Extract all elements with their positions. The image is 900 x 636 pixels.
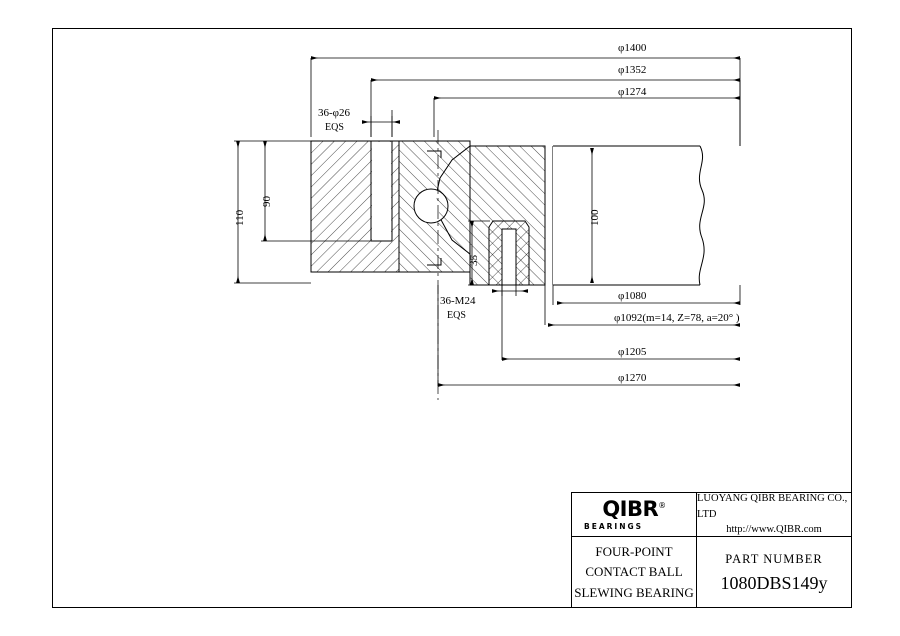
description-line-3: SLEWING BEARING	[574, 584, 694, 600]
dim-d1352: φ1352	[618, 64, 647, 76]
title-block-header	[572, 493, 851, 537]
title-block	[571, 492, 852, 608]
logo-subtext: BEARINGS	[584, 521, 644, 531]
dim-h100: 100	[589, 209, 601, 226]
logo-text: QIBR	[602, 496, 659, 521]
dim-bolts-top: 36-φ26	[318, 107, 351, 119]
dim-bolts-bottom-note: EQS	[447, 310, 466, 321]
dim-d1205: φ1205	[618, 346, 647, 358]
dim-d1080: φ1080	[618, 290, 647, 302]
dim-h35: 35	[468, 255, 480, 266]
part-number-value: 1080DBS149y	[720, 572, 828, 593]
description-line-1: FOUR-POINT	[595, 544, 673, 560]
dim-gear: φ1092(m=14, Z=78, a=20° )	[614, 312, 740, 324]
dim-bolts-bottom: 36-M24	[440, 295, 476, 307]
dim-bolts-top-note: EQS	[325, 122, 344, 133]
dim-d1270: φ1270	[618, 372, 647, 384]
logo-wordmark	[602, 496, 666, 521]
description-line-2: CONTACT BALL	[585, 564, 683, 580]
part-number-label: PART NUMBER	[725, 551, 823, 566]
dim-d1274: φ1274	[618, 86, 647, 98]
dim-h90: 90	[261, 196, 273, 207]
dim-d1400: φ1400	[618, 42, 647, 54]
dim-h110: 110	[234, 209, 246, 226]
company-name: LUOYANG QIBR BEARING CO., LTD	[697, 492, 848, 520]
registered-trademark-icon: ®	[658, 500, 666, 510]
company-logo	[572, 493, 697, 536]
part-number-block	[697, 537, 851, 608]
product-description	[572, 537, 697, 608]
title-block-body	[572, 537, 851, 608]
company-url: http://www.QIBR.com	[726, 524, 822, 536]
company-info	[697, 493, 851, 536]
